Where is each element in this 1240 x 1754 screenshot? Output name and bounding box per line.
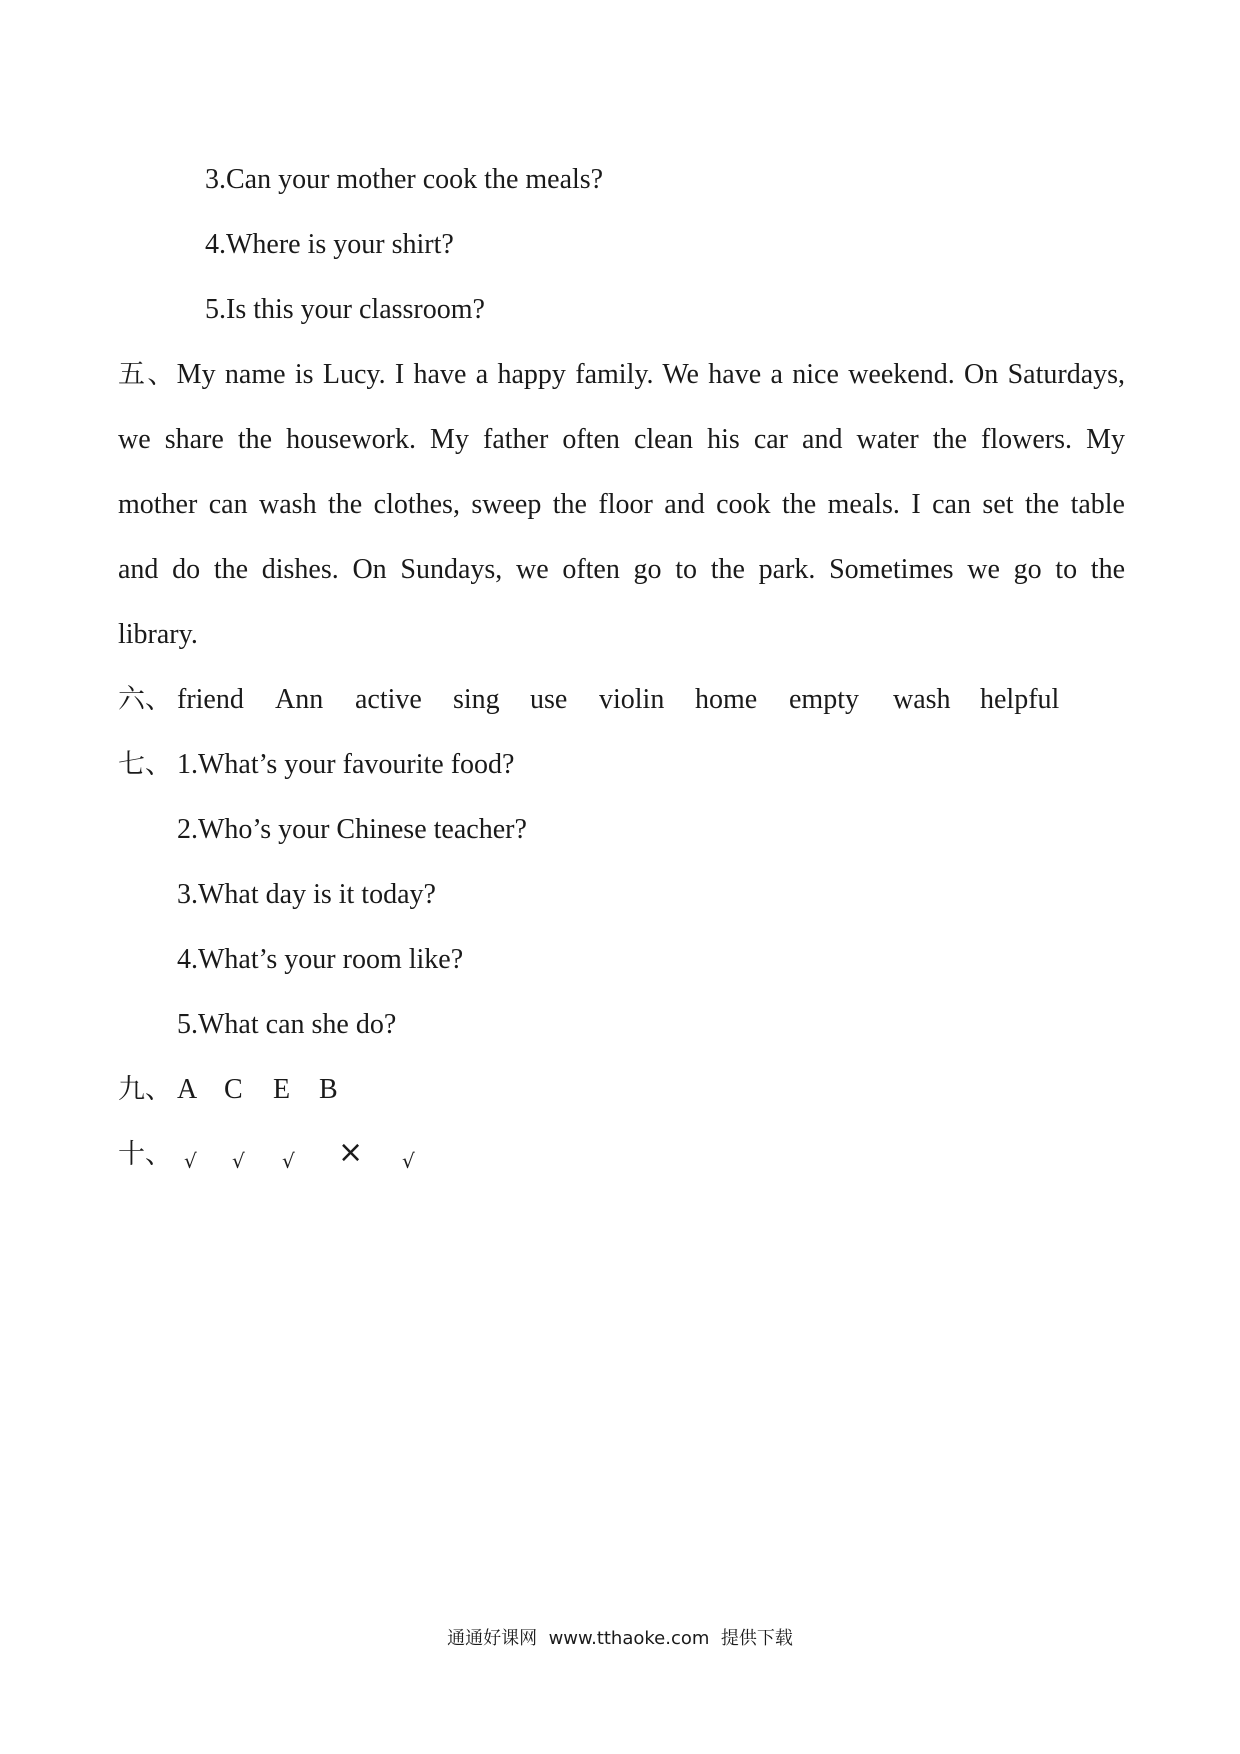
section9-answer: C (224, 1074, 243, 1105)
section5-number: 五、 (118, 359, 177, 390)
section7-item-4: 4.What’s your room like? (177, 944, 464, 975)
cross-mark-icon: × (338, 1135, 364, 1170)
section6-word: home (695, 684, 758, 715)
section6-word: violin (599, 684, 665, 715)
section7-item-5: 5.What can she do? (177, 1009, 397, 1040)
section6-word: active (355, 684, 422, 715)
section9-answer: B (319, 1074, 338, 1105)
section10-row (118, 1135, 518, 1173)
section9-row (118, 1073, 518, 1107)
check-mark-icon: √ (282, 1149, 295, 1173)
page-footer (0, 1627, 1240, 1651)
section10-number: 十、 (118, 1139, 172, 1170)
section5-line-1 (118, 358, 1125, 392)
section7-row-1 (118, 748, 818, 782)
section7-item-2: 2.Who’s your Chinese teacher? (177, 814, 527, 845)
section7-item-3: 3.What day is it today? (177, 879, 436, 910)
footer-site-name: 通通好课网 (447, 1628, 538, 1649)
check-mark-icon: √ (402, 1149, 415, 1173)
section6-number: 六、 (118, 684, 172, 715)
section9-answer: E (273, 1074, 291, 1105)
section6-word: use (530, 684, 568, 715)
section6-row (0, 683, 1240, 717)
section7-number: 七、 (118, 749, 172, 780)
section5-line-2: we share the housework. My father often clean his car and water the flowers. My (118, 424, 1125, 455)
check-mark-icon: √ (232, 1149, 245, 1173)
section6-word: helpful (980, 684, 1060, 715)
section6-word: Ann (275, 684, 324, 715)
footer-suffix: 提供下载 (720, 1628, 793, 1649)
section6-word: sing (453, 684, 500, 715)
section9-answer: A (177, 1074, 198, 1105)
section4-item-4: 4.Where is your shirt? (205, 229, 454, 260)
check-mark-icon: √ (184, 1149, 197, 1173)
section6-word: friend (177, 684, 244, 715)
section4-item-3: 3.Can your mother cook the meals? (205, 164, 604, 195)
section9-number: 九、 (118, 1074, 172, 1105)
section5-line-3: mother can wash the clothes, sweep the floor and cook the meals. I can set the table (118, 489, 1125, 520)
section7-item-1: 1.What’s your favourite food? (177, 749, 515, 780)
section5-line-4: and do the dishes. On Sundays, we often go to the park. Sometimes we go to the (118, 554, 1125, 585)
section5-text-1: My name is Lucy. I have a happy family. We have a nice weekend. On Saturdays, (176, 359, 1126, 390)
section6-word: empty (789, 684, 859, 715)
section4-item-5: 5.Is this your classroom? (205, 294, 485, 325)
section5-line-5: library. (118, 619, 198, 650)
footer-url[interactable]: www.tthaoke.com (548, 1628, 710, 1649)
section6-word: wash (893, 684, 951, 715)
